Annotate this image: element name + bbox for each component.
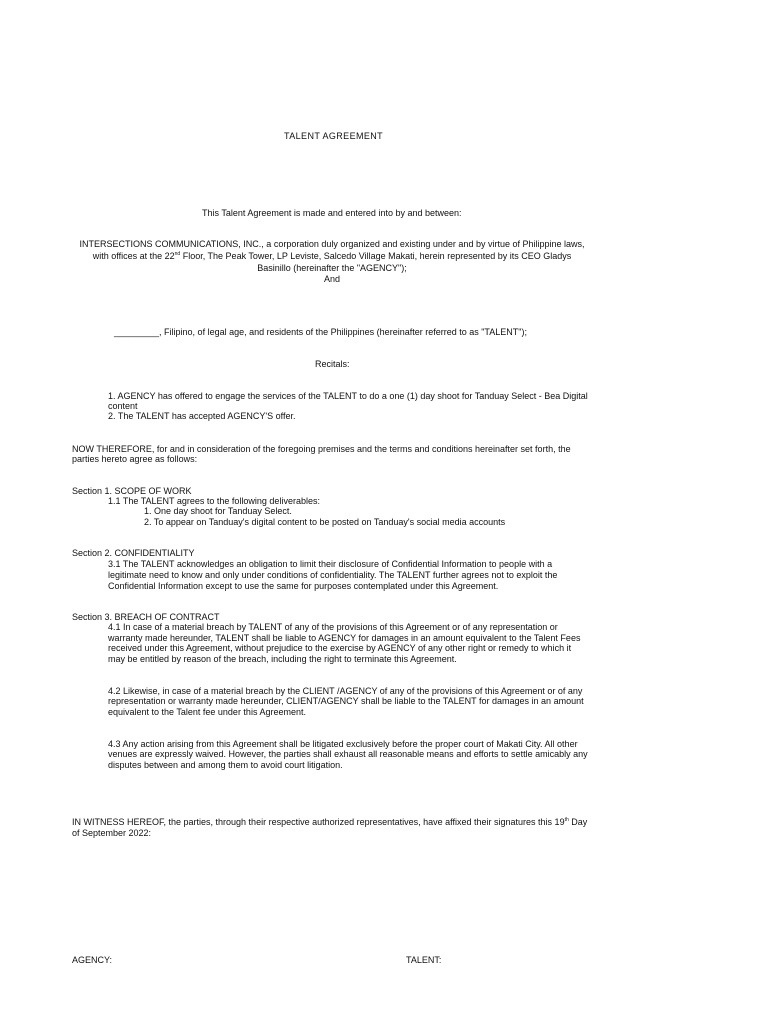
talent-signature-label: TALENT: (406, 955, 442, 965)
page-title: TALENT AGREEMENT (284, 131, 384, 141)
and-text: And (323, 274, 340, 284)
talent-party-text: _________, Filipino, of legal age, and residents of the Philippines (hereinafter referred to as "TALENT"); (114, 327, 527, 337)
list-item: 1. One day shoot for Tanduay Select. (144, 506, 292, 516)
clause-text: legitimate need to know and only under conditions of confidentiality. The TALENT further agrees not to exploit the (108, 570, 558, 580)
section-heading: Section 3. BREACH OF CONTRACT (72, 612, 220, 622)
agency-party-line1: INTERSECTIONS COMMUNICATIONS, INC., a corporation duly organized and existing under and by virtue of Philippine laws, (79, 239, 585, 249)
recital-item-1-cont: content (108, 401, 138, 411)
clause-text: 1.1 The TALENT agrees to the following deliverables: (108, 496, 320, 506)
section-heading: Section 1. SCOPE OF WORK (72, 486, 192, 496)
section-heading: Section 2. CONFIDENTIALITY (72, 548, 195, 558)
recital-item-1: 1. AGENCY has offered to engage the services of the TALENT to do a one (1) day shoot for Tanduay Select - Bea Digital (108, 391, 588, 401)
recitals-heading: Recitals: (315, 359, 350, 369)
clause-text: Confidential Information except to use the same for purposes contemplated under this Agreement. (108, 581, 499, 591)
agency-signature-label: AGENCY: (72, 955, 113, 965)
intro-text: This Talent Agreement is made and entered into by and between: (202, 208, 462, 218)
recital-item-2: 2. The TALENT has accepted AGENCY'S offer. (108, 411, 296, 421)
agency-party-line2: with offices at the 22nd Floor, The Peak Tower, LP Leviste, Salcedo Village Makati, herein represented by its CEO Gladys (92, 251, 572, 261)
agency-party-line3: Basinillo (hereinafter the "AGENCY"); (257, 263, 407, 273)
day-superscript: th (564, 817, 569, 823)
floor-superscript: nd (174, 251, 181, 257)
clause-text: 3.1 The TALENT acknowledges an obligation to limit their disclosure of Confidential Information to people with a (108, 559, 553, 569)
list-item: 2. To appear on Tanduay's digital content to be posted on Tanduay's social media accounts (144, 517, 506, 527)
